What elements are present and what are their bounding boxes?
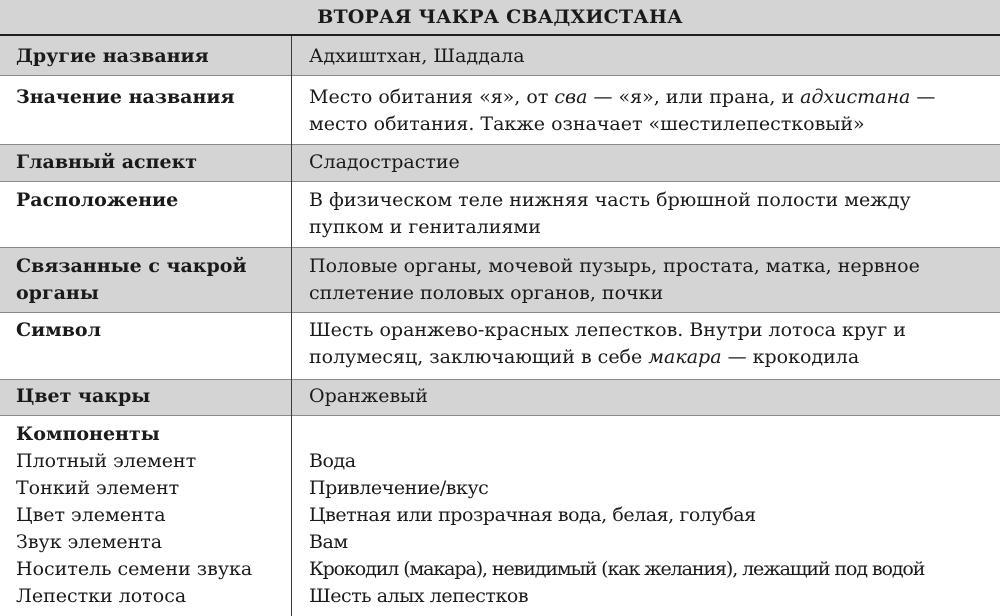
row-value: Оранжевый bbox=[309, 385, 428, 407]
row-label: Связанные с чакрой органы bbox=[16, 255, 247, 304]
list-item bbox=[16, 583, 996, 610]
row-label: Расположение bbox=[16, 189, 179, 211]
table-row-components bbox=[0, 416, 1000, 616]
table-row-name-meaning bbox=[0, 76, 1000, 145]
row-label: Значение названия bbox=[16, 86, 235, 108]
row-value bbox=[309, 317, 949, 371]
table-row-chakra-color bbox=[0, 380, 1000, 416]
component-value: Цветная или прозрачная вода, белая, голубая bbox=[309, 504, 756, 526]
component-value: Крокодил (макара), невидимый (как желания), лежащий под водой bbox=[309, 558, 925, 580]
component-key: Звук элемента bbox=[16, 531, 163, 553]
table-row-other-names bbox=[0, 36, 1000, 76]
list-item bbox=[16, 556, 996, 583]
list-item bbox=[16, 448, 996, 475]
value-term-sva: сва bbox=[554, 86, 588, 108]
row-value: В физическом теле нижняя часть брюшной полости между пупком и гениталиями bbox=[309, 189, 911, 238]
table-row-location bbox=[0, 182, 1000, 248]
component-value: Шесть алых лепестков bbox=[309, 585, 529, 607]
component-key: Цвет элемента bbox=[16, 504, 166, 526]
value-term-makara: макара bbox=[648, 346, 722, 368]
row-value bbox=[309, 84, 979, 138]
row-value: Половые органы, мочевой пузырь, простата, матка, нервное сплетение половых органов, почки bbox=[309, 255, 920, 304]
value-term-adhistana: адхистана bbox=[800, 86, 911, 108]
row-value: Сладострастие bbox=[309, 151, 460, 173]
component-value: Вода bbox=[309, 450, 356, 472]
value-text: Шесть оранжево-красных лепестков. Внутри лотоса круг и полумесяц, заключающий в себе bbox=[309, 319, 906, 368]
value-text: Место обитания «я», от bbox=[309, 86, 555, 108]
component-key: Плотный элемент bbox=[16, 450, 197, 472]
component-value: Вам bbox=[309, 531, 348, 553]
list-item bbox=[16, 529, 996, 556]
value-text: — крокодила bbox=[721, 346, 860, 368]
row-label: Другие названия bbox=[16, 45, 209, 67]
table-row-main-aspect bbox=[0, 145, 1000, 182]
column-divider bbox=[291, 36, 292, 616]
component-key: Лепестки лотоса bbox=[16, 585, 187, 607]
value-text: — место обитания. Также означает «шестилепестковый» bbox=[309, 86, 936, 135]
row-value: Адхиштхан, Шаддала bbox=[309, 45, 525, 67]
table-row-organs bbox=[0, 248, 1000, 313]
row-label: Главный аспект bbox=[16, 151, 198, 173]
list-item bbox=[16, 502, 996, 529]
components-list bbox=[16, 421, 996, 610]
component-key: Тонкий элемент bbox=[16, 477, 180, 499]
list-item bbox=[16, 475, 996, 502]
table-row-symbol bbox=[0, 313, 1000, 380]
table-title: ВТОРАЯ ЧАКРА СВАДХИСТАНА bbox=[0, 0, 1000, 36]
row-label: Цвет чакры bbox=[16, 385, 151, 407]
value-text: — «я», или прана, и bbox=[587, 86, 801, 108]
components-heading: Компоненты bbox=[16, 423, 160, 445]
component-key: Носитель семени звука bbox=[16, 558, 253, 580]
row-label: Символ bbox=[16, 319, 101, 341]
component-value: Привлечение/вкус bbox=[309, 477, 489, 499]
